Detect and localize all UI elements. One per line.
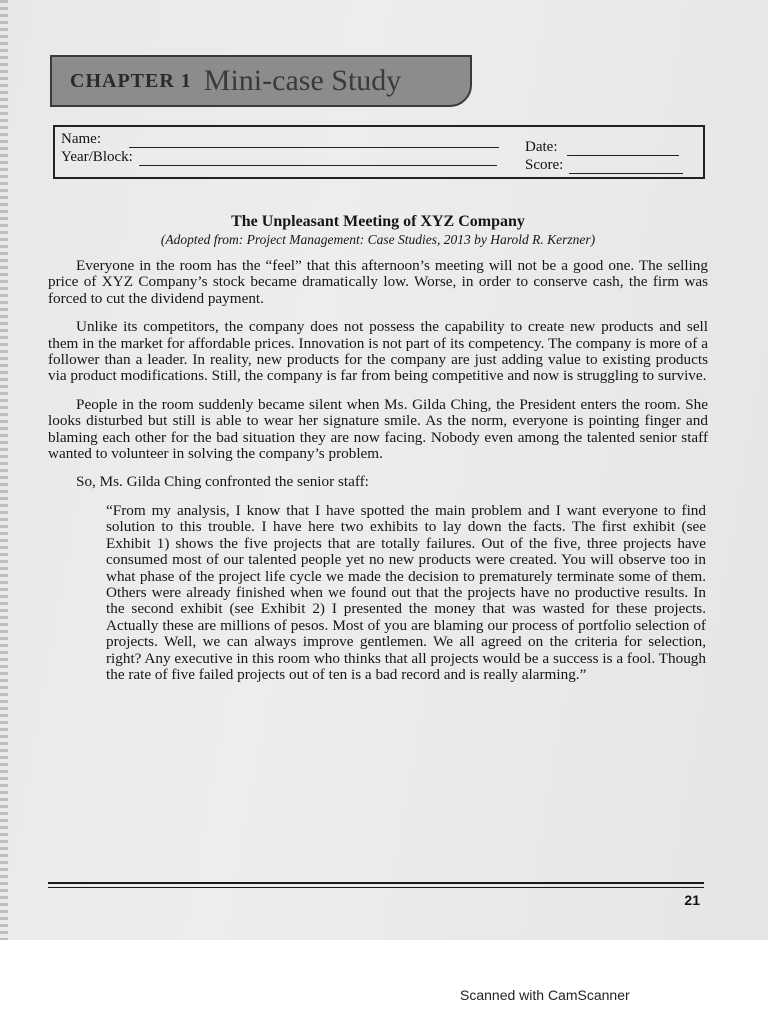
score-label: Score:: [525, 157, 564, 173]
paragraph: Unlike its competitors, the company does not possess the capability to create new products and sell them in the market for affordable prices. Innovation is not part of its competency. The company is more of a follower than a leader. In reality, new products for the company are just adding value to existing products via product modifications. Still, the company is far from being competitive and now is struggling to survive.: [48, 318, 708, 385]
case-study-body: [48, 212, 708, 683]
name-row: [61, 131, 499, 148]
year-block-row: [61, 149, 497, 166]
name-line: [129, 133, 499, 148]
chapter-banner: [50, 55, 472, 107]
president-quote: “From my analysis, I know that I have spotted the main problem and I want everyone to find solution to this trouble. I have here two exhibits to lay down the facts. The first exhibit (see Exhibit 1) shows the five projects that are totally failures. Out of the five, three projects have consumed most of our talented people yet no new products were created. You will observe too in what phase of the project life cycle we made the decision to prematurely terminate some of them. Others were already finished when we found out that the projects have no productive results. In the second exhibit (see Exhibit 2) I presented the money that was wasted for these projects. Actually these are millions of pesos. Most of you are blaming our process of portfolio selection of projects. Well, we can always improve gentlemen. We all agreed on the criteria for selection, right? Any executive in this room who thinks that all projects would be a success is a fool. Though the rate of five failed projects out of ten is a bad record and is really alarming.”: [106, 501, 706, 683]
chapter-title: Mini-case Study: [203, 64, 402, 97]
score-line: [569, 159, 683, 174]
student-info-box: [53, 125, 705, 179]
date-line: [567, 141, 679, 156]
year-block-label: Year/Block:: [61, 149, 133, 165]
scanner-watermark: Scanned with CamScanner: [460, 987, 630, 1003]
footer-rule: [48, 882, 704, 884]
date-row: [525, 139, 679, 156]
year-block-line: [139, 151, 497, 166]
paragraph: So, Ms. Gilda Ching confronted the senior staff:: [76, 473, 369, 491]
name-label: Name:: [61, 131, 101, 147]
paragraph: Everyone in the room has the “feel” that this afternoon’s meeting will not be a good one. The selling price of XYZ Company’s stock became dramatically low. Worse, in order to conserve cash, the firm was forced to cut the dividend payment.: [48, 257, 708, 307]
date-label: Date:: [525, 139, 558, 155]
paragraph: People in the room suddenly became silent when Ms. Gilda Ching, the President enters the room. She looks disturbed but still is able to wear her signature smile. As the norm, everyone is pointing finger and blaming each other for the bad situation they are now facing. Nobody even among the talented senior staff wanted to volunteer in solving the company’s problem.: [48, 395, 708, 463]
footer-rule-thin: [48, 887, 704, 888]
chapter-label: CHAPTER 1: [70, 69, 192, 92]
score-row: [525, 157, 683, 174]
case-source: (Adopted from: Project Management: Case Studies, 2013 by Harold R. Kerzner): [160, 232, 596, 247]
binding-edge: [0, 0, 8, 940]
page-number: 21: [684, 892, 700, 908]
case-title: The Unpleasant Meeting of XYZ Company: [231, 213, 525, 230]
